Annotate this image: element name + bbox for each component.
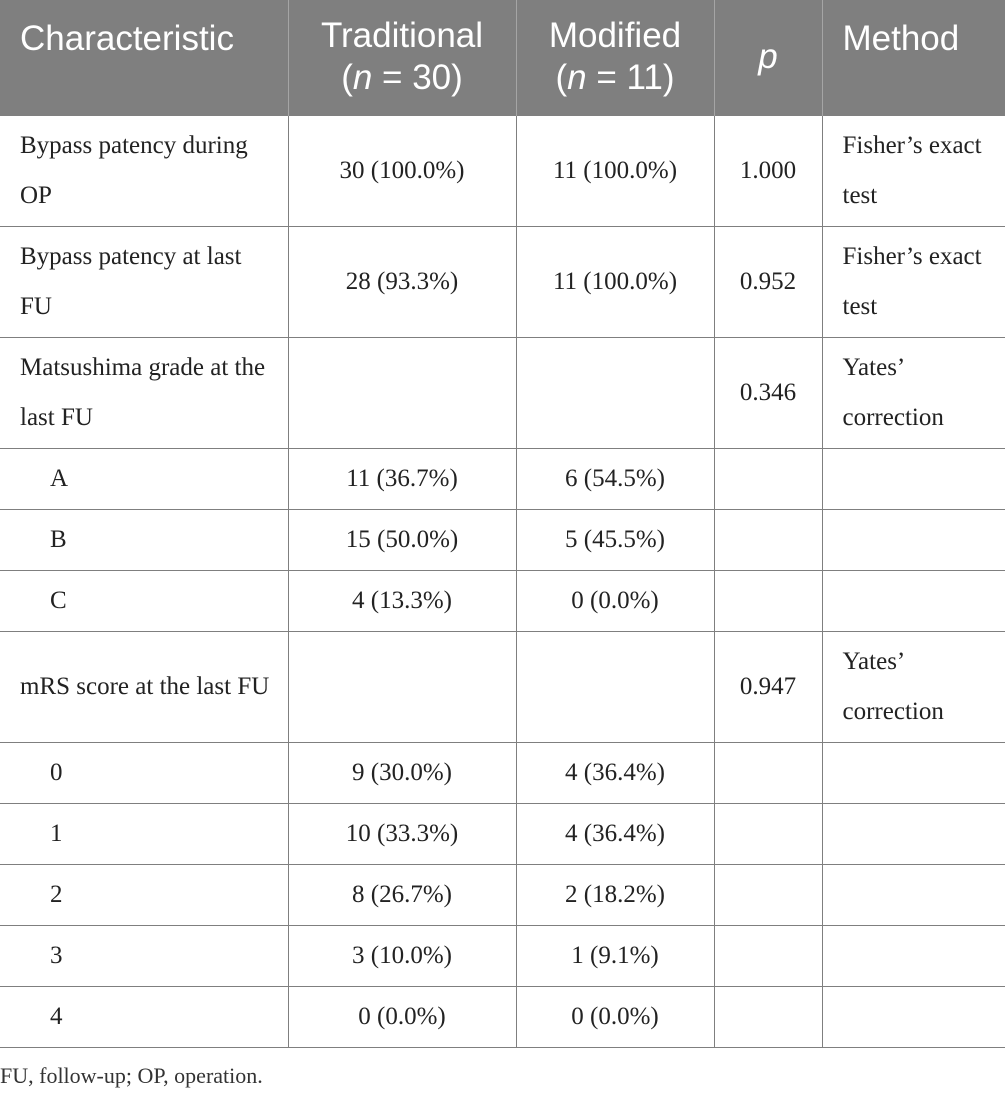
cell-p (714, 864, 822, 925)
cell-method: Fisher’s exact test (822, 115, 1005, 226)
table-body (0, 115, 1005, 1047)
table-row (0, 631, 1005, 742)
header-p-label: p (758, 37, 778, 77)
cell-modified: 2 (18.2%) (516, 864, 714, 925)
table-footnote: FU, follow-up; OP, operation. (0, 1063, 263, 1088)
cell-characteristic: Matsushima grade at the last FU (0, 337, 288, 448)
cell-characteristic: 1 (0, 803, 288, 864)
cell-modified: 4 (36.4%) (516, 742, 714, 803)
cell-traditional: 11 (36.7%) (288, 448, 516, 509)
cell-p (714, 448, 822, 509)
cell-method (822, 925, 1005, 986)
table-row (0, 803, 1005, 864)
cell-traditional: 0 (0.0%) (288, 986, 516, 1047)
cell-p: 1.000 (714, 115, 822, 226)
table-row (0, 864, 1005, 925)
cell-method: Yates’ correction (822, 337, 1005, 448)
cell-p (714, 509, 822, 570)
cell-modified: 11 (100.0%) (516, 226, 714, 337)
table-row (0, 509, 1005, 570)
cell-characteristic: mRS score at the last FU (0, 631, 288, 742)
cell-modified: 11 (100.0%) (516, 115, 714, 226)
cell-modified: 0 (0.0%) (516, 986, 714, 1047)
cell-method (822, 448, 1005, 509)
cell-traditional: 30 (100.0%) (288, 115, 516, 226)
header-p (714, 0, 822, 115)
header-characteristic: Characteristic (0, 0, 288, 115)
cell-modified: 0 (0.0%) (516, 570, 714, 631)
cell-characteristic: B (0, 509, 288, 570)
cell-p: 0.346 (714, 337, 822, 448)
header-row (0, 0, 1005, 115)
cell-characteristic: 4 (0, 986, 288, 1047)
table-row (0, 448, 1005, 509)
cell-characteristic: A (0, 448, 288, 509)
cell-characteristic: C (0, 570, 288, 631)
header-traditional-label: Traditional (320, 16, 484, 56)
cell-modified: 6 (54.5%) (516, 448, 714, 509)
header-method: Method (822, 0, 1005, 115)
cell-p (714, 742, 822, 803)
cell-modified: 4 (36.4%) (516, 803, 714, 864)
table-row (0, 570, 1005, 631)
cell-modified: 5 (45.5%) (516, 509, 714, 570)
cell-characteristic: 0 (0, 742, 288, 803)
cell-p (714, 925, 822, 986)
cell-traditional (288, 631, 516, 742)
table-row (0, 226, 1005, 337)
cell-p (714, 986, 822, 1047)
cell-method (822, 742, 1005, 803)
cell-method (822, 803, 1005, 864)
cell-characteristic: Bypass patency during OP (0, 115, 288, 226)
cell-p (714, 570, 822, 631)
header-modified-label: Modified (548, 16, 682, 56)
table-row (0, 742, 1005, 803)
cell-traditional: 10 (33.3%) (288, 803, 516, 864)
cell-traditional: 8 (26.7%) (288, 864, 516, 925)
header-modified-n: (n = 11) (555, 58, 675, 98)
table-row (0, 925, 1005, 986)
cell-traditional: 15 (50.0%) (288, 509, 516, 570)
cell-p: 0.947 (714, 631, 822, 742)
cell-traditional: 3 (10.0%) (288, 925, 516, 986)
header-traditional (288, 0, 516, 115)
cell-method (822, 509, 1005, 570)
cell-traditional: 9 (30.0%) (288, 742, 516, 803)
header-modified (516, 0, 714, 115)
cell-modified (516, 337, 714, 448)
cell-characteristic: Bypass patency at last FU (0, 226, 288, 337)
cell-modified (516, 631, 714, 742)
table-row (0, 115, 1005, 226)
cell-characteristic: 3 (0, 925, 288, 986)
cell-method (822, 986, 1005, 1047)
table-header (0, 0, 1005, 115)
cell-p: 0.952 (714, 226, 822, 337)
cell-method (822, 864, 1005, 925)
cell-p (714, 803, 822, 864)
cell-characteristic: 2 (0, 864, 288, 925)
cell-traditional (288, 337, 516, 448)
header-traditional-n: (n = 30) (341, 58, 463, 98)
cell-method (822, 570, 1005, 631)
table-row (0, 986, 1005, 1047)
table-row (0, 337, 1005, 448)
cell-traditional: 28 (93.3%) (288, 226, 516, 337)
cell-modified: 1 (9.1%) (516, 925, 714, 986)
cell-method: Yates’ correction (822, 631, 1005, 742)
cell-method: Fisher’s exact test (822, 226, 1005, 337)
cell-traditional: 4 (13.3%) (288, 570, 516, 631)
